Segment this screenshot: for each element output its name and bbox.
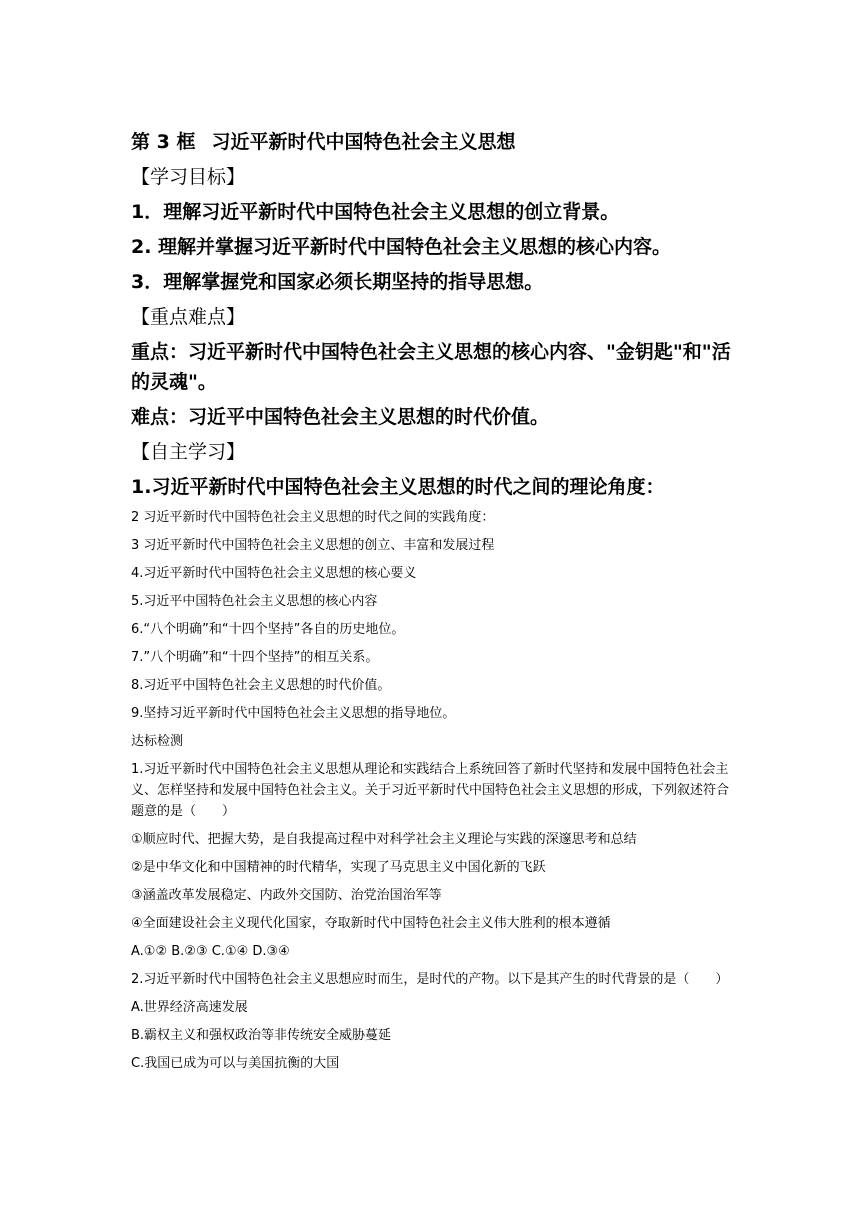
goal-item: 2. 理解并掌握习近平新时代中国特色社会主义思想的核心内容。 [131, 236, 672, 258]
section-heading-self-study: 【自主学习】 [131, 441, 246, 463]
self-study-item: 2 习近平新时代中国特色社会主义思想的时代之间的实践角度： [131, 510, 495, 525]
answer-choices: A.①② B.②③ C.①④ D.③④ [131, 944, 290, 959]
lesson-number: 第 3 框 [131, 131, 196, 153]
document-content [131, 127, 741, 1081]
goal-item: 1．理解习近平新时代中国特色社会主义思想的创立背景。 [131, 201, 620, 223]
self-study-item: 1.习近平新时代中国特色社会主义思想的时代之间的理论角度： [131, 476, 665, 498]
question-stem: 2.习近平新时代中国特色社会主义思想应时而生，是时代的产物。以下是其产生的时代背景的是（ ） [131, 972, 729, 987]
question-option: ④全面建设社会主义现代化国家，夺取新时代中国特色社会主义伟大胜利的根本遵循 [131, 916, 611, 931]
lesson-title [131, 127, 741, 157]
section-heading-key-points: 【重点难点】 [131, 306, 246, 328]
question-option: ②是中华文化和中国精神的时代精华，实现了马克思主义中国化新的飞跃 [131, 860, 546, 875]
section-heading-goals: 【学习目标】 [131, 166, 246, 188]
difficult-point: 难点：习近平中国特色社会主义思想的时代价值。 [131, 406, 550, 428]
question-stem: 1.习近平新时代中国特色社会主义思想从理论和实践结合上系统回答了新时代坚持和发展中国特色社会主义、怎样坚持和发展中国特色社会主义。关于习近平新时代中国特色社会主义思想的形成，下列叙述符合题意的是（ ） [131, 762, 730, 819]
self-study-item: 5.习近平中国特色社会主义思想的核心内容 [131, 594, 378, 609]
self-study-item: 6.“八个明确”和“十四个坚持”各自的历史地位。 [131, 622, 405, 637]
question-option: ③涵盖改革发展稳定、内政外交国防、治党治国治军等 [131, 888, 442, 903]
section-heading-test: 达标检测 [131, 734, 184, 749]
self-study-item: 9.坚持习近平新时代中国特色社会主义思想的指导地位。 [131, 706, 456, 721]
self-study-item: 3 习近平新时代中国特色社会主义思想的创立、丰富和发展过程 [131, 538, 495, 553]
question-option: C.我国已成为可以与美国抗衡的大国 [131, 1056, 340, 1071]
self-study-item: 7.”八个明确”和“十四个坚持”的相互关系。 [131, 650, 379, 665]
self-study-item: 4.习近平新时代中国特色社会主义思想的核心要义 [131, 566, 417, 581]
self-study-item: 8.习近平中国特色社会主义思想的时代价值。 [131, 678, 391, 693]
lesson-title-text: 习近平新时代中国特色社会主义思想 [211, 131, 516, 153]
question-option: B.霸权主义和强权政治等非传统安全威胁蔓延 [131, 1028, 392, 1043]
goal-item: 3．理解掌握党和国家必须长期坚持的指导思想。 [131, 271, 544, 293]
key-point: 重点：习近平新时代中国特色社会主义思想的核心内容、"金钥匙"和"活的灵魂"。 [131, 341, 731, 393]
question-option: ①顺应时代、把握大势，是自我提高过程中对科学社会主义理论与实践的深邃思考和总结 [131, 832, 637, 847]
question-option: A.世界经济高速发展 [131, 1000, 248, 1015]
